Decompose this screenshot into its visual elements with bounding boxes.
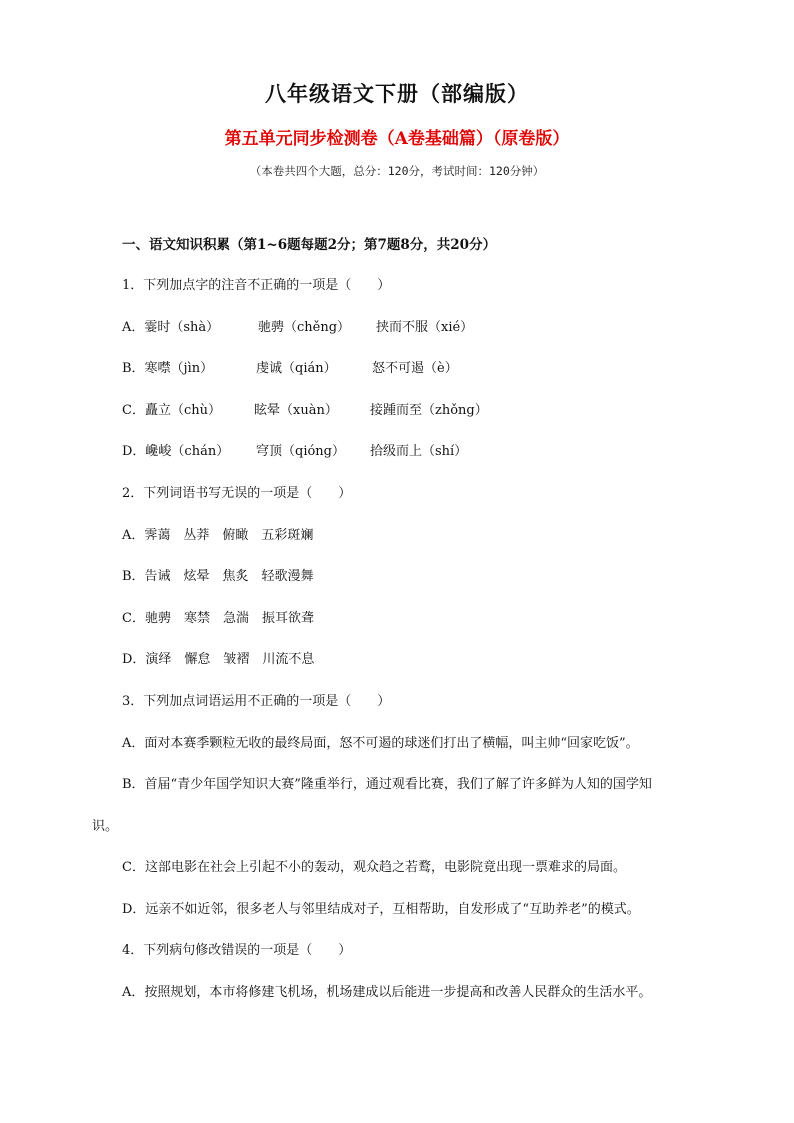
- q2-option-c: C．驰骋 寒禁 急湍 振耳欲聋: [122, 611, 314, 626]
- q2-option-b: B．告诫 炫晕 焦炙 轻歌漫舞: [122, 569, 314, 584]
- question-4-stem: 4．下列病句修改错误的一项是（ ）: [122, 943, 352, 958]
- section-heading: 一、语文知识积累（第1~6题每题2分；第7题8分，共20分）: [122, 237, 497, 253]
- q3-option-d: D．远亲不如近邻，很多老人与邻里结成对子，互相帮助，自发形成了“互助养老”的模式。: [122, 902, 640, 917]
- q1-option-a-1: A．霎时（shà）: [122, 320, 220, 335]
- q1-option-d-2: 穹顶（qióng）: [256, 444, 346, 459]
- q3-option-b-continued: 识。: [92, 819, 119, 834]
- question-3-stem: 3．下列加点词语运用不正确的一项是（ ）: [122, 694, 391, 709]
- exam-info-note: （本卷共四个大题，总分：120分，考试时间：120分钟）: [249, 164, 545, 178]
- q1-option-a-3: 挟而不服（xié）: [376, 320, 474, 335]
- document-subtitle: 第五单元同步检测卷（A卷基础篇）（原卷版）: [224, 129, 570, 149]
- document-title: 八年级语文下册（部编版）: [265, 81, 529, 106]
- q3-option-a: A．面对本赛季颗粒无收的最终局面，怒不可遏的球迷们打出了横幅，叫主帅“回家吃饭”。: [122, 736, 639, 751]
- q1-option-b-2: 虔诚（qián）: [256, 361, 337, 376]
- q1-option-a-2: 驰骋（chěng）: [258, 320, 351, 335]
- q1-option-c-1: C．矗立（chù）: [122, 403, 221, 418]
- q1-option-c-3: 接踵而至（zhǒng）: [370, 403, 488, 418]
- question-1-stem: 1．下列加点字的注音不正确的一项是（ ）: [122, 278, 391, 293]
- q3-option-b: B．首届“青少年国学知识大赛”隆重举行，通过观看比赛，我们了解了许多鲜为人知的国学知: [122, 777, 652, 792]
- q2-option-a: A．霁蔼 丛莽 俯瞰 五彩斑斓: [122, 528, 314, 543]
- q1-option-b-3: 怒不可遏（è）: [372, 361, 458, 376]
- q1-option-d-1: D．巉峻（chán）: [122, 444, 230, 459]
- q4-option-a: A．按照规划，本市将修建飞机场，机场建成以后能进一步提高和改善人民群众的生活水平。: [122, 985, 652, 1000]
- q1-option-d-3: 拾级而上（shí）: [370, 444, 468, 459]
- q1-option-c-2: 眩晕（xuàn）: [254, 403, 338, 418]
- question-2-stem: 2．下列词语书写无误的一项是（ ）: [122, 486, 352, 501]
- q3-option-c: C．这部电影在社会上引起不小的轰动，观众趋之若鹜，电影院竟出现一票难求的局面。: [122, 860, 626, 875]
- q1-option-b-1: B．寒噤（jìn）: [122, 361, 214, 376]
- q2-option-d: D．演绎 懈怠 皱褶 川流不息: [122, 652, 315, 667]
